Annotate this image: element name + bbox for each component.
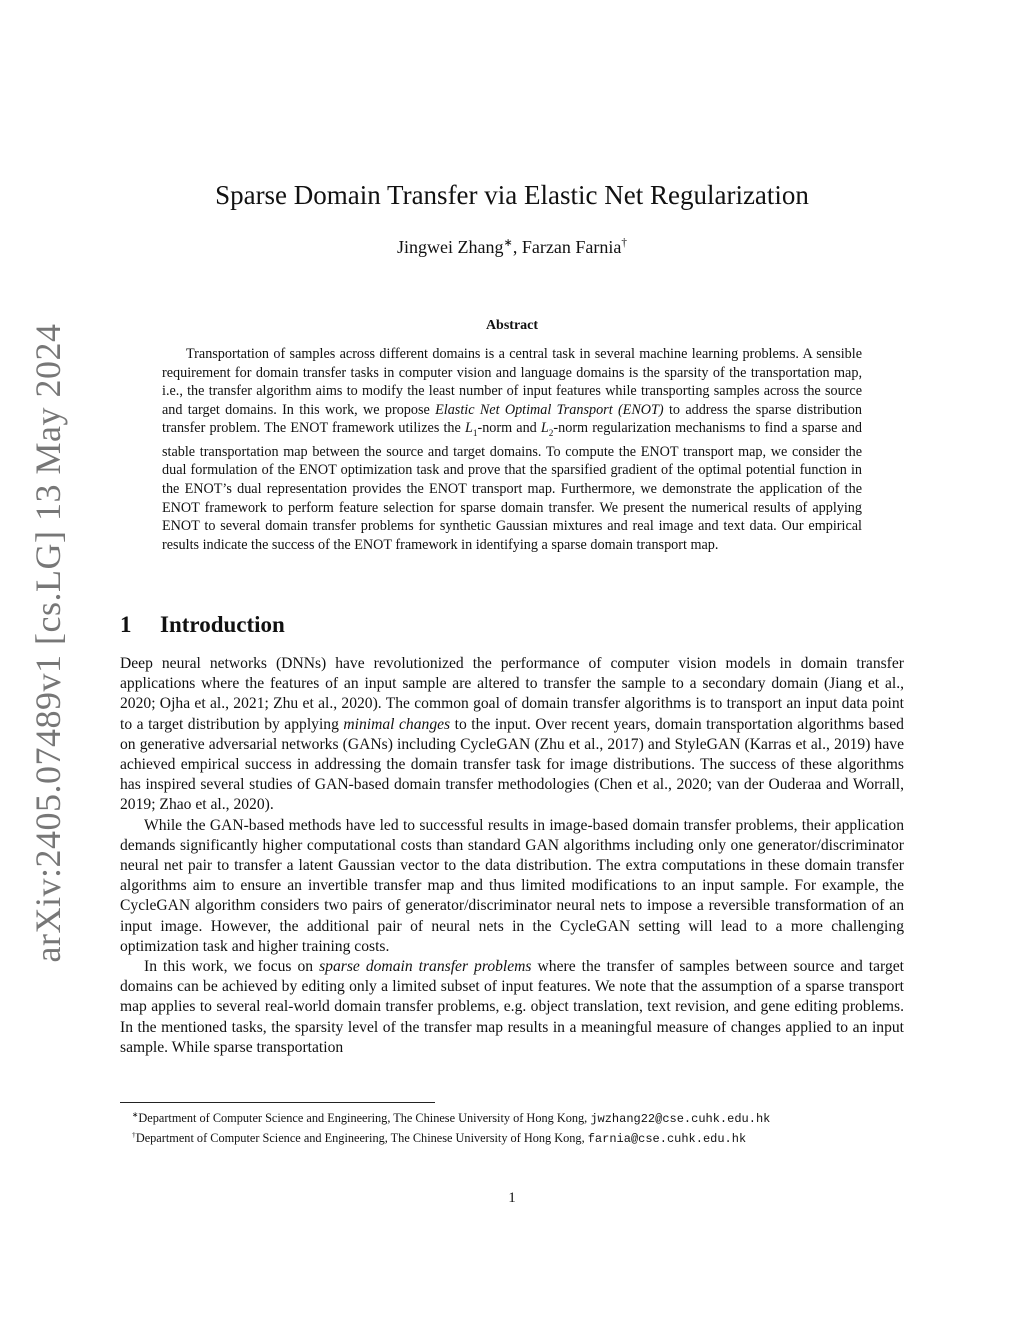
abstract-emph-enot: Elastic Net Optimal Transport (ENOT)	[435, 401, 664, 418]
footnotes	[120, 1107, 920, 1147]
arxiv-side-stamp	[18, 323, 78, 962]
abstract-text-1: Transportation of samples across different domains is a central task in several machine learning problems. A sensible requirement for domain transfer tasks in computer vision and language domains is the sparsity of the transportation map, i.e., the transfer algorithm aims to modify the least number of input features while transporting samples across the source and target domains. In this work, we propose	[162, 346, 862, 418]
footnote-rule	[120, 1102, 435, 1103]
abstract-body	[162, 345, 862, 554]
footnote-2	[120, 1127, 920, 1147]
norm-l2-letter: L	[540, 420, 549, 437]
introduction-body	[120, 654, 904, 1058]
paragraph-1-emph: minimal changes	[343, 715, 451, 733]
author-1-mark: ∗	[503, 237, 513, 249]
arxiv-stamp-text: arXiv:2405.07489v1 [cs.LG] 13 May 2024	[28, 323, 68, 962]
section-heading-introduction	[120, 612, 285, 638]
page-number: 1	[508, 1190, 516, 1206]
norm-l2-sub: 2	[548, 428, 554, 439]
paragraph-3	[120, 957, 904, 1058]
paragraph-3-emph: sparse domain transfer problems	[319, 958, 532, 976]
section-number: 1	[120, 612, 132, 637]
section-title: Introduction	[160, 612, 285, 637]
footnote-1-text: Department of Computer Science and Engineering, The Chinese University of Hong Kong,	[138, 1111, 588, 1126]
author-line	[0, 236, 1024, 258]
abstract-text-2: to address the sparse distribution transfer problem. The ENOT framework utilizes the	[162, 401, 862, 437]
footnote-2-text: Department of Computer Science and Engineering, The Chinese University of Hong Kong,	[135, 1131, 585, 1146]
paragraph-3-text-a: In this work, we focus on	[144, 958, 314, 976]
paragraph-3-text-b: where the transfer of samples between source and target domains can be achieved by editing only a limited subset of input features. We note that the assumption of a sparse transport map applies to several real-world domain transfer problems, e.g. object translation, text revision, and gene editing problems. In the mentioned tasks, the sparsity level of the transfer map results in a meaningful measure of changes applied to an input sample. While sparse transportation	[120, 958, 904, 1056]
footnote-1-email: jwzhang22@cse.cuhk.edu.hk	[590, 1112, 771, 1127]
author-1: Jingwei Zhang	[397, 237, 504, 257]
author-2: Farzan Farnia	[521, 237, 622, 257]
paragraph-1-text-b: to the input. Over recent years, domain transportation algorithms based on generative adversarial networks (GANs) including CycleGAN (Zhu et al., 2017) and StyleGAN (Karras et al., 2019) have achieved empirical success in addressing the domain transfer task for image distributions. The success of these algorithms has inspired several studies of GAN-based domain transfer methodologies (Chen et al., 2020; van der Ouderaa and Worrall, 2019; Zhao et al., 2020).	[120, 715, 904, 814]
abstract-text-4: -norm regularization mechanisms to find a sparse and stable transportation map between the source and target domains. To compute the ENOT transport map, we consider the dual formulation of the ENOT optimization task and prove that the sparsified gradient of the optimal potential function in the ENOT’s dual representation provides the ENOT transport map. Furthermore, we demonstrate the application of the ENOT framework to perform feature selection for sparse domain transfer. We present the numerical results of applying ENOT to several domain transfer problems for synthetic Gaussian mixtures and real image and text data. Our empirical results indicate the success of the ENOT framework in identifying a sparse domain transport map.	[162, 420, 863, 553]
paper-title: Sparse Domain Transfer via Elastic Net Regularization	[215, 180, 809, 210]
norm-l1-letter: L	[464, 420, 473, 437]
paragraph-1	[120, 654, 904, 816]
author-separator: ,	[512, 237, 522, 257]
footnote-2-email: farnia@cse.cuhk.edu.hk	[587, 1132, 747, 1147]
footnote-2-mark: †	[132, 1130, 136, 1140]
author-2-mark: †	[621, 237, 627, 249]
footnote-1	[120, 1107, 920, 1127]
paragraph-2: While the GAN-based methods have led to successful results in image-based domain transfer problems, their application demands significantly higher computational costs than standard GAN algorithms including only one generator/discriminator neural net pair to transfer a latent Gaussian vector to the data distribution. The extra computations in these domain transfer algorithms aim to ensure an invertible transfer map and thus limited modifications to an input sample. For example, the CycleGAN algorithm considers two pairs of generator/discriminator neural nets to impose a reversible transformation of an input image. However, the additional pair of neural nets in the CycleGAN setting will lead to a more challenging optimization task and higher training costs.	[120, 816, 904, 955]
norm-l1-sub: 1	[472, 428, 478, 439]
paragraph-1-text-a: Deep neural networks (DNNs) have revolutionized the performance of computer vision models in domain transfer applications where the features of an input sample are altered to transfer the sample to a secondary domain (Jiang et al., 2020; Ojha et al., 2021; Zhu et al., 2020). The common goal of domain transfer algorithms is to transport an input data point to a target distribution by applying	[120, 655, 904, 733]
abstract-heading: Abstract	[485, 318, 539, 333]
abstract-text-3: -norm and	[477, 420, 537, 437]
footnote-1-mark: ∗	[132, 1110, 139, 1119]
